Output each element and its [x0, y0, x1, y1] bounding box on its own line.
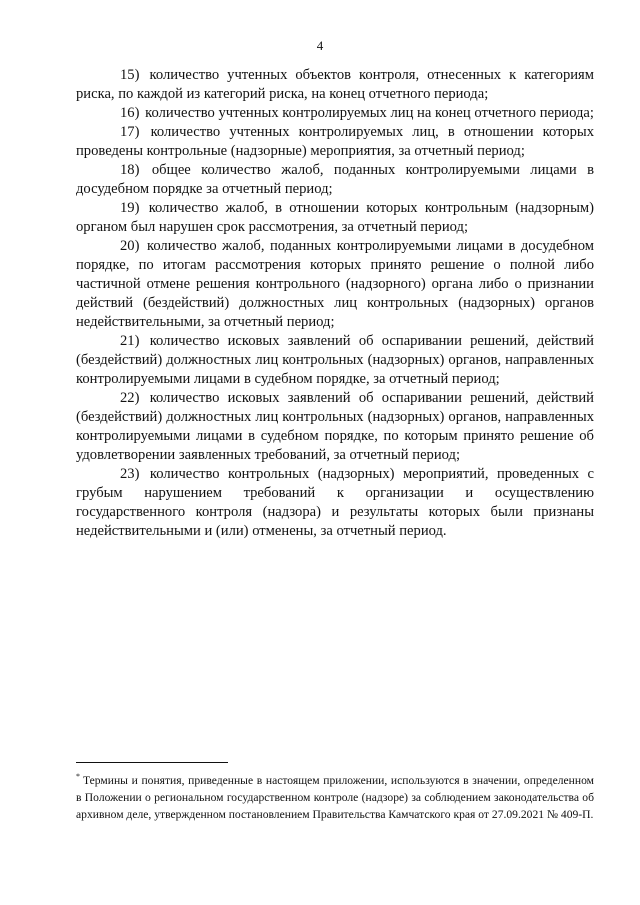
list-item	[76, 123, 594, 161]
page-number: 4	[316, 38, 324, 53]
list-item	[76, 465, 594, 541]
item-number: 16)	[120, 105, 140, 121]
footnote-divider	[76, 762, 228, 763]
list-item	[76, 104, 594, 123]
list-item	[76, 237, 594, 332]
item-text: количество учтенных контролируемых лиц на конец отчетного периода;	[145, 105, 594, 121]
item-number: 19)	[120, 200, 140, 216]
footnote-text: Термины и понятия, приведенные в настоящем приложении, используются в значении, определенном в Положении о региональном государственном контроле (надзоре) за соблюдением законодательства об архивном деле, утвержденном постановлением Правительства Камчатского края от 27.09.2021 № 409-П.	[76, 774, 594, 821]
item-text: количество жалоб, поданных контролируемыми лицами в досудебном порядке, по итогам рассмотрения которых принято решение о полной либо частичной отмене решения контрольного (надзорного) органа либо о признании действий (бездействий) должностных лиц контрольных (надзорных) органов недействительными, за отчетный период;	[76, 238, 594, 330]
item-number: 17)	[120, 124, 140, 140]
item-text: количество исковых заявлений об оспаривании решений, действий (бездействий) должностных лиц контрольных (надзорных) органов, направленных контролируемыми лицами в судебном порядке, по которым принято решение об удовлетворении заявленных требований, за отчетный период;	[76, 390, 594, 463]
item-text: общее количество жалоб, поданных контролируемыми лицами в досудебном порядке за отчетный период;	[76, 162, 594, 197]
footnote	[76, 772, 594, 823]
item-text: количество учтенных объектов контроля, отнесенных к категориям риска, по каждой из категорий риска, на конец отчетного периода;	[76, 67, 594, 102]
item-number: 15)	[120, 67, 140, 83]
list-item	[76, 389, 594, 465]
list-item	[76, 161, 594, 199]
item-text: количество контрольных (надзорных) мероприятий, проведенных с грубым нарушением требований к организации и осуществлению государственного контроля (надзора) и результаты которых были признаны недействительными и (или) отменены, за отчетный период.	[76, 466, 594, 539]
item-number: 21)	[120, 333, 140, 349]
item-text: количество исковых заявлений об оспаривании решений, действий (бездействий) должностных лиц контрольных (надзорных) органов, направленных контролируемыми лицами в судебном порядке, за отчетный период;	[76, 333, 594, 387]
item-text: количество жалоб, в отношении которых контрольным (надзорным) органом был нарушен срок рассмотрения, за отчетный период;	[76, 200, 594, 235]
list-item	[76, 332, 594, 389]
item-text: количество учтенных контролируемых лиц, в отношении которых проведены контрольные (надзорные) мероприятия, за отчетный период;	[76, 124, 594, 159]
list-item	[76, 199, 594, 237]
item-number: 20)	[120, 238, 140, 254]
item-number: 23)	[120, 466, 140, 482]
footnote-mark: *	[76, 772, 80, 782]
list-item	[76, 66, 594, 104]
item-number: 18)	[120, 162, 140, 178]
item-number: 22)	[120, 390, 140, 406]
document-body	[76, 66, 594, 541]
